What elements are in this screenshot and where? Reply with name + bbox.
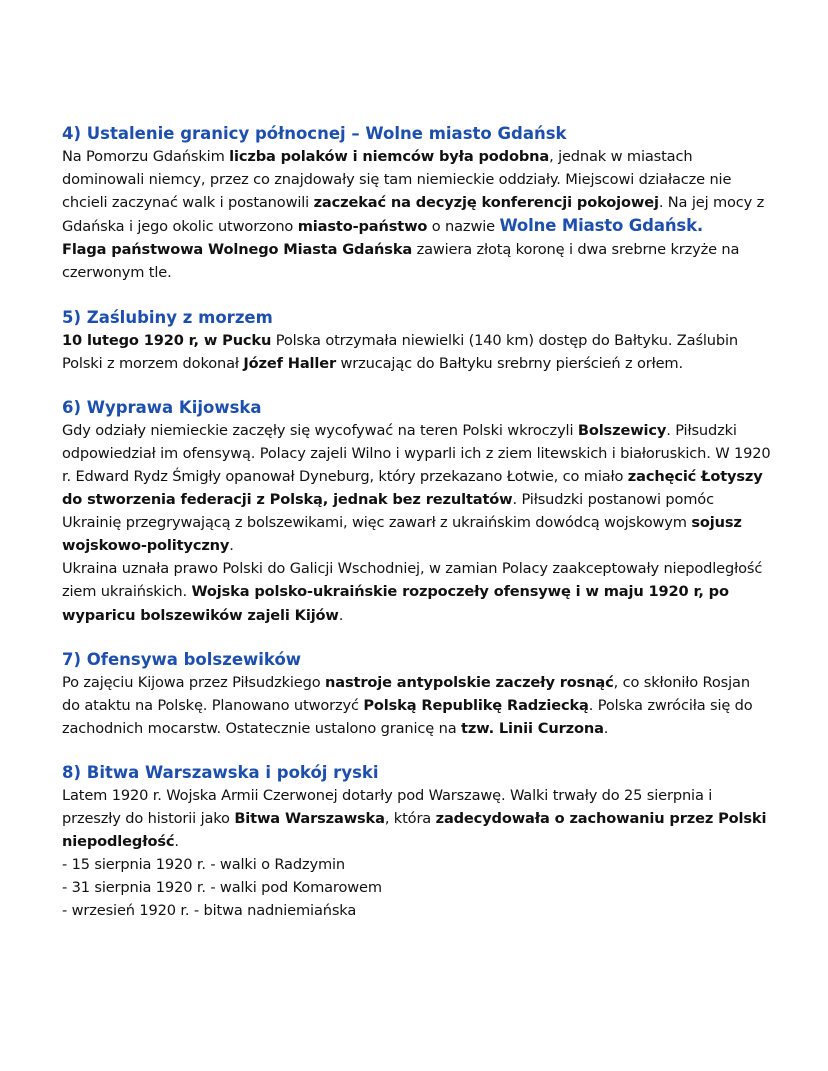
list-item: - wrzesień 1920 r. - bitwa nadniemiańska <box>62 902 357 920</box>
highlight-term: Wolne Miasto Gdańsk. <box>499 216 704 236</box>
bold-text: Bitwa Warszawska <box>234 809 385 827</box>
section-sea-wedding <box>62 306 772 375</box>
text-run: Gdy odziały niemieckie zaczęły się wycofywać na teren Polski wkroczyli <box>62 421 578 439</box>
text-run: . <box>603 719 609 737</box>
text-run: . <box>229 537 234 555</box>
text-run: Polska otrzymała niewielki (140 km) dostęp do Bałtyku. Zaślubin Polski z morzem dokonał <box>62 331 739 372</box>
paragraph <box>62 238 772 284</box>
paragraph <box>62 671 772 740</box>
bold-text: zachęcić Łotyszy do stworzenia federacji z Polską, jednak bez rezultatów <box>62 467 763 509</box>
section-bolshevik-offensive <box>62 648 772 740</box>
list-item: - 31 sierpnia 1920 r. - walki pod Komarowem <box>62 879 382 897</box>
section-heading: 7) Ofensywa bolszewików <box>62 649 302 669</box>
text-run: o nazwie <box>427 218 500 236</box>
paragraph <box>62 145 772 238</box>
text-run: , która <box>384 809 436 827</box>
battle-list <box>62 853 772 922</box>
bold-text: Polską Republikę Radziecką <box>363 696 589 714</box>
bold-text: zadecydowała o zachowaniu przez Polski niepodległość <box>62 809 767 851</box>
section-gdansk-border <box>62 122 772 285</box>
text-run: Latem 1920 r. Wojska Armii Czerwonej dotarły pod Warszawę. Walki trwały do 25 sierpnia i przeszły do historii jako <box>62 786 713 827</box>
bold-text: zaczekać na decyzję konferencji pokojowej <box>313 194 659 212</box>
text-run: . <box>174 833 179 851</box>
bold-text: liczba polaków i niemców była podobna <box>229 148 550 165</box>
bold-text: sojusz wojskowo-polityczny <box>62 514 742 555</box>
section-warsaw-battle <box>62 761 772 923</box>
section-heading: 5) Zaślubiny z morzem <box>62 307 273 327</box>
text-run: , jednak w miastach dominowali niemcy, przez co znajdowały się tam niemieckie oddziały. Miejscowi działacze nie chcieli zaczynać walk i postanowili <box>62 148 732 212</box>
text-run: Po zajęciu Kijowa przez Piłsudzkiego <box>62 673 326 691</box>
bold-text: nastroje antypolskie zaczeły rosnąć <box>325 673 614 691</box>
section-heading: 8) Bitwa Warszawska i pokój ryski <box>62 762 379 782</box>
section-heading: 6) Wyprawa Kijowska <box>62 397 262 417</box>
text-run: . <box>338 606 344 624</box>
bold-text: Flaga państwowa Wolnego Miasta Gdańska <box>62 241 413 259</box>
text-run: . Polska zwróciła się do zachodnich mocarstw. Ostatecznie ustalono granicę na <box>62 696 753 737</box>
paragraph <box>62 784 772 853</box>
paragraph <box>62 329 772 375</box>
list-item: - 15 sierpnia 1920 r. - walki o Radzymin <box>62 856 346 874</box>
text-run: zawiera złotą koronę i dwa srebrne krzyże na czerwonym tle. <box>62 241 740 282</box>
section-kiev-expedition <box>62 396 772 627</box>
section-heading: 4) Ustalenie granicy północnej – Wolne miasto Gdańsk <box>62 124 567 143</box>
paragraph <box>62 557 772 626</box>
text-run: . Piłsudzki postanowi pomóc Ukrainię przegrywającą z bolszewikami, więc zawarł z ukraińskim dowódcą wojskowym <box>62 491 714 532</box>
text-run: Na Pomorzu Gdańskim <box>62 148 230 165</box>
bold-text: Wojska polsko-ukraińskie rozpoczeły ofensywę i w maju 1920 r, po wyparicu bolszewików zajeli Kijów <box>62 583 729 624</box>
bold-text: miasto-państwo <box>297 218 428 236</box>
paragraph <box>62 419 772 558</box>
bold-text: Bolszewicy <box>577 421 667 439</box>
bold-text: 10 lutego 1920 r, w Pucku <box>62 331 272 349</box>
bold-text: tzw. Linii Curzona <box>461 719 604 737</box>
bold-text: Józef Haller <box>243 354 337 372</box>
text-run: , co skłoniło Rosjan do ataktu na Polskę. Planowano utworzyć <box>62 673 750 714</box>
text-run: Ukraina uznała prawo Polski do Galicji Wschodniej, w zamian Polacy zaakceptowały niepodległość ziem ukraińskich. <box>62 560 763 601</box>
text-run: wrzucając do Bałtyku srebrny pierścień z orłem. <box>336 354 683 372</box>
text-run: . Na jej mocy z Gdańska i jego okolic utworzono <box>62 194 765 236</box>
text-run: . Piłsudzki odpowiedział im ofensywą. Polacy zajeli Wilno i wyparli ich z ziem litewskich i białoruskich. W 1920 r. Edward Rydz Śmigły opanował Dyneburg, który przekazano Łotwie, co miało <box>62 421 771 485</box>
